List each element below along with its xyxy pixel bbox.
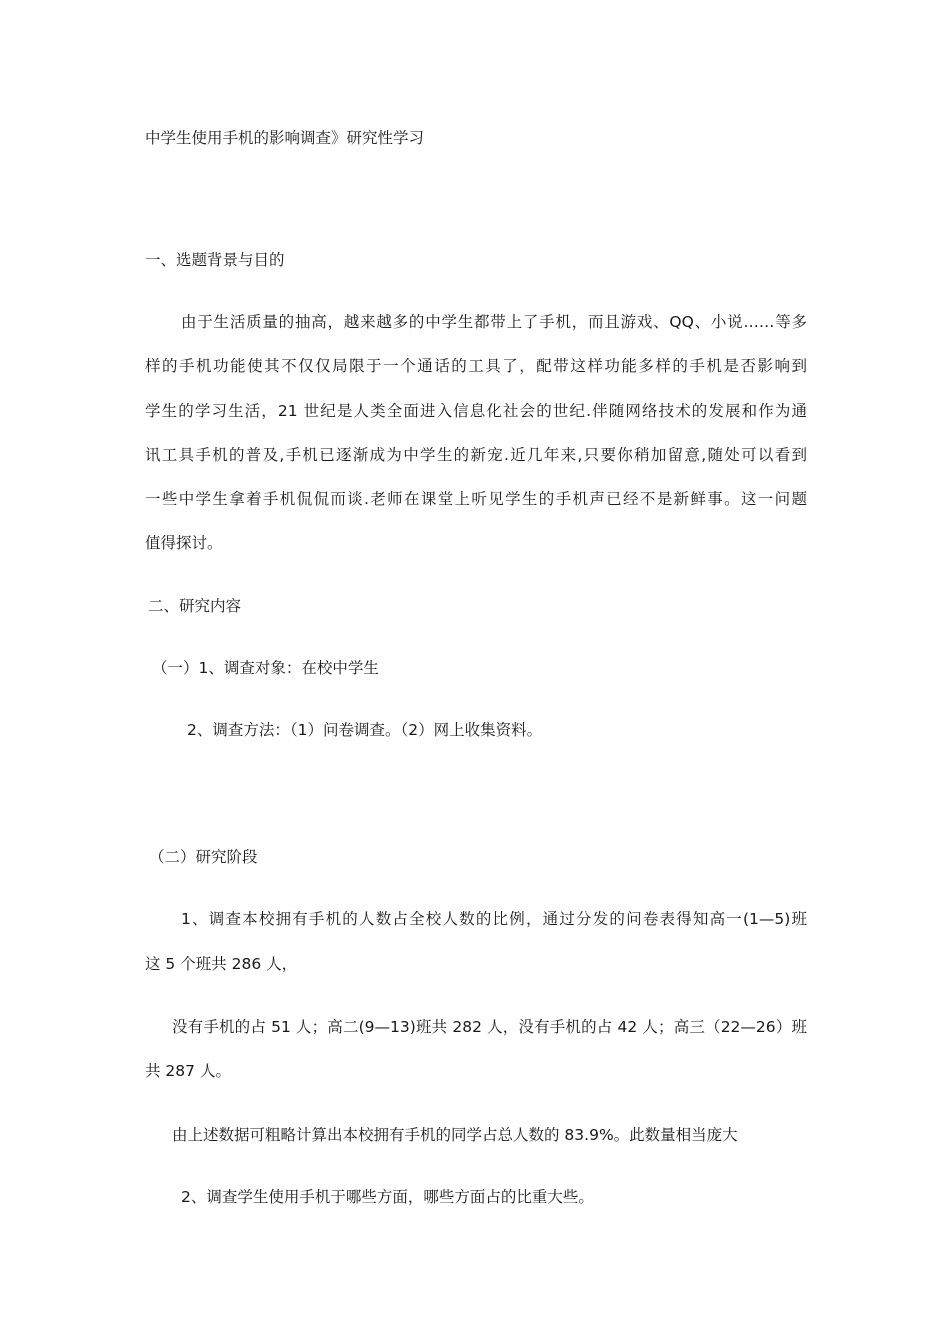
- paragraph-line: 没有手机的占 51 人；高二(9—13)班共 282 人，没有手机的占 42 人；高三（22—26）班: [172, 1018, 807, 1036]
- paragraph-line: 值得探讨。: [145, 534, 223, 552]
- survey-method-item: 2、调查方法：（1）问卷调查。（2）网上收集资料。: [187, 721, 543, 739]
- paragraph-line: 样的手机功能使其不仅仅局限于一个通话的工具了，配带这样功能多样的手机是否影响到: [145, 357, 807, 375]
- section-heading-content: 二、研究内容: [148, 597, 242, 615]
- section-heading-background: 一、选题背景与目的: [145, 251, 285, 269]
- paragraph-line: 由上述数据可粗略计算出本校拥有手机的同学占总人数的 83.9%。此数量相当庞大: [172, 1126, 738, 1144]
- paragraph-line: 学生的学习生活，21 世纪是人类全面进入信息化社会的世纪.伴随网络技术的发展和作为通: [145, 402, 807, 420]
- paragraph-line: 1、调查本校拥有手机的人数占全校人数的比例，通过分发的问卷表得知高一(1—5)班: [181, 910, 807, 928]
- research-stage-heading: （二）研究阶段: [149, 848, 258, 866]
- paragraph-line: 讯工具手机的普及,手机已逐渐成为中学生的新宠.近几年来,只要你稍加留意,随处可以看到: [145, 446, 807, 464]
- paragraph-line: 共 287 人。: [145, 1062, 231, 1080]
- survey-subject-item: （一）1、调查对象：在校中学生: [152, 659, 379, 677]
- paragraph-line: 2、调查学生使用手机于哪些方面，哪些方面占的比重大些。: [181, 1188, 594, 1206]
- paragraph-line: 这 5 个班共 286 人，: [145, 955, 298, 973]
- paragraph-line: 由于生活质量的抽高，越来越多的中学生都带上了手机，而且游戏、QQ、小说……等多: [181, 313, 807, 331]
- document-title: 中学生使用手机的影响调查》研究性学习: [145, 129, 425, 147]
- paragraph-line: 一些中学生拿着手机侃侃而谈.老师在课堂上听见学生的手机声已经不是新鲜事。这一问题: [145, 490, 807, 508]
